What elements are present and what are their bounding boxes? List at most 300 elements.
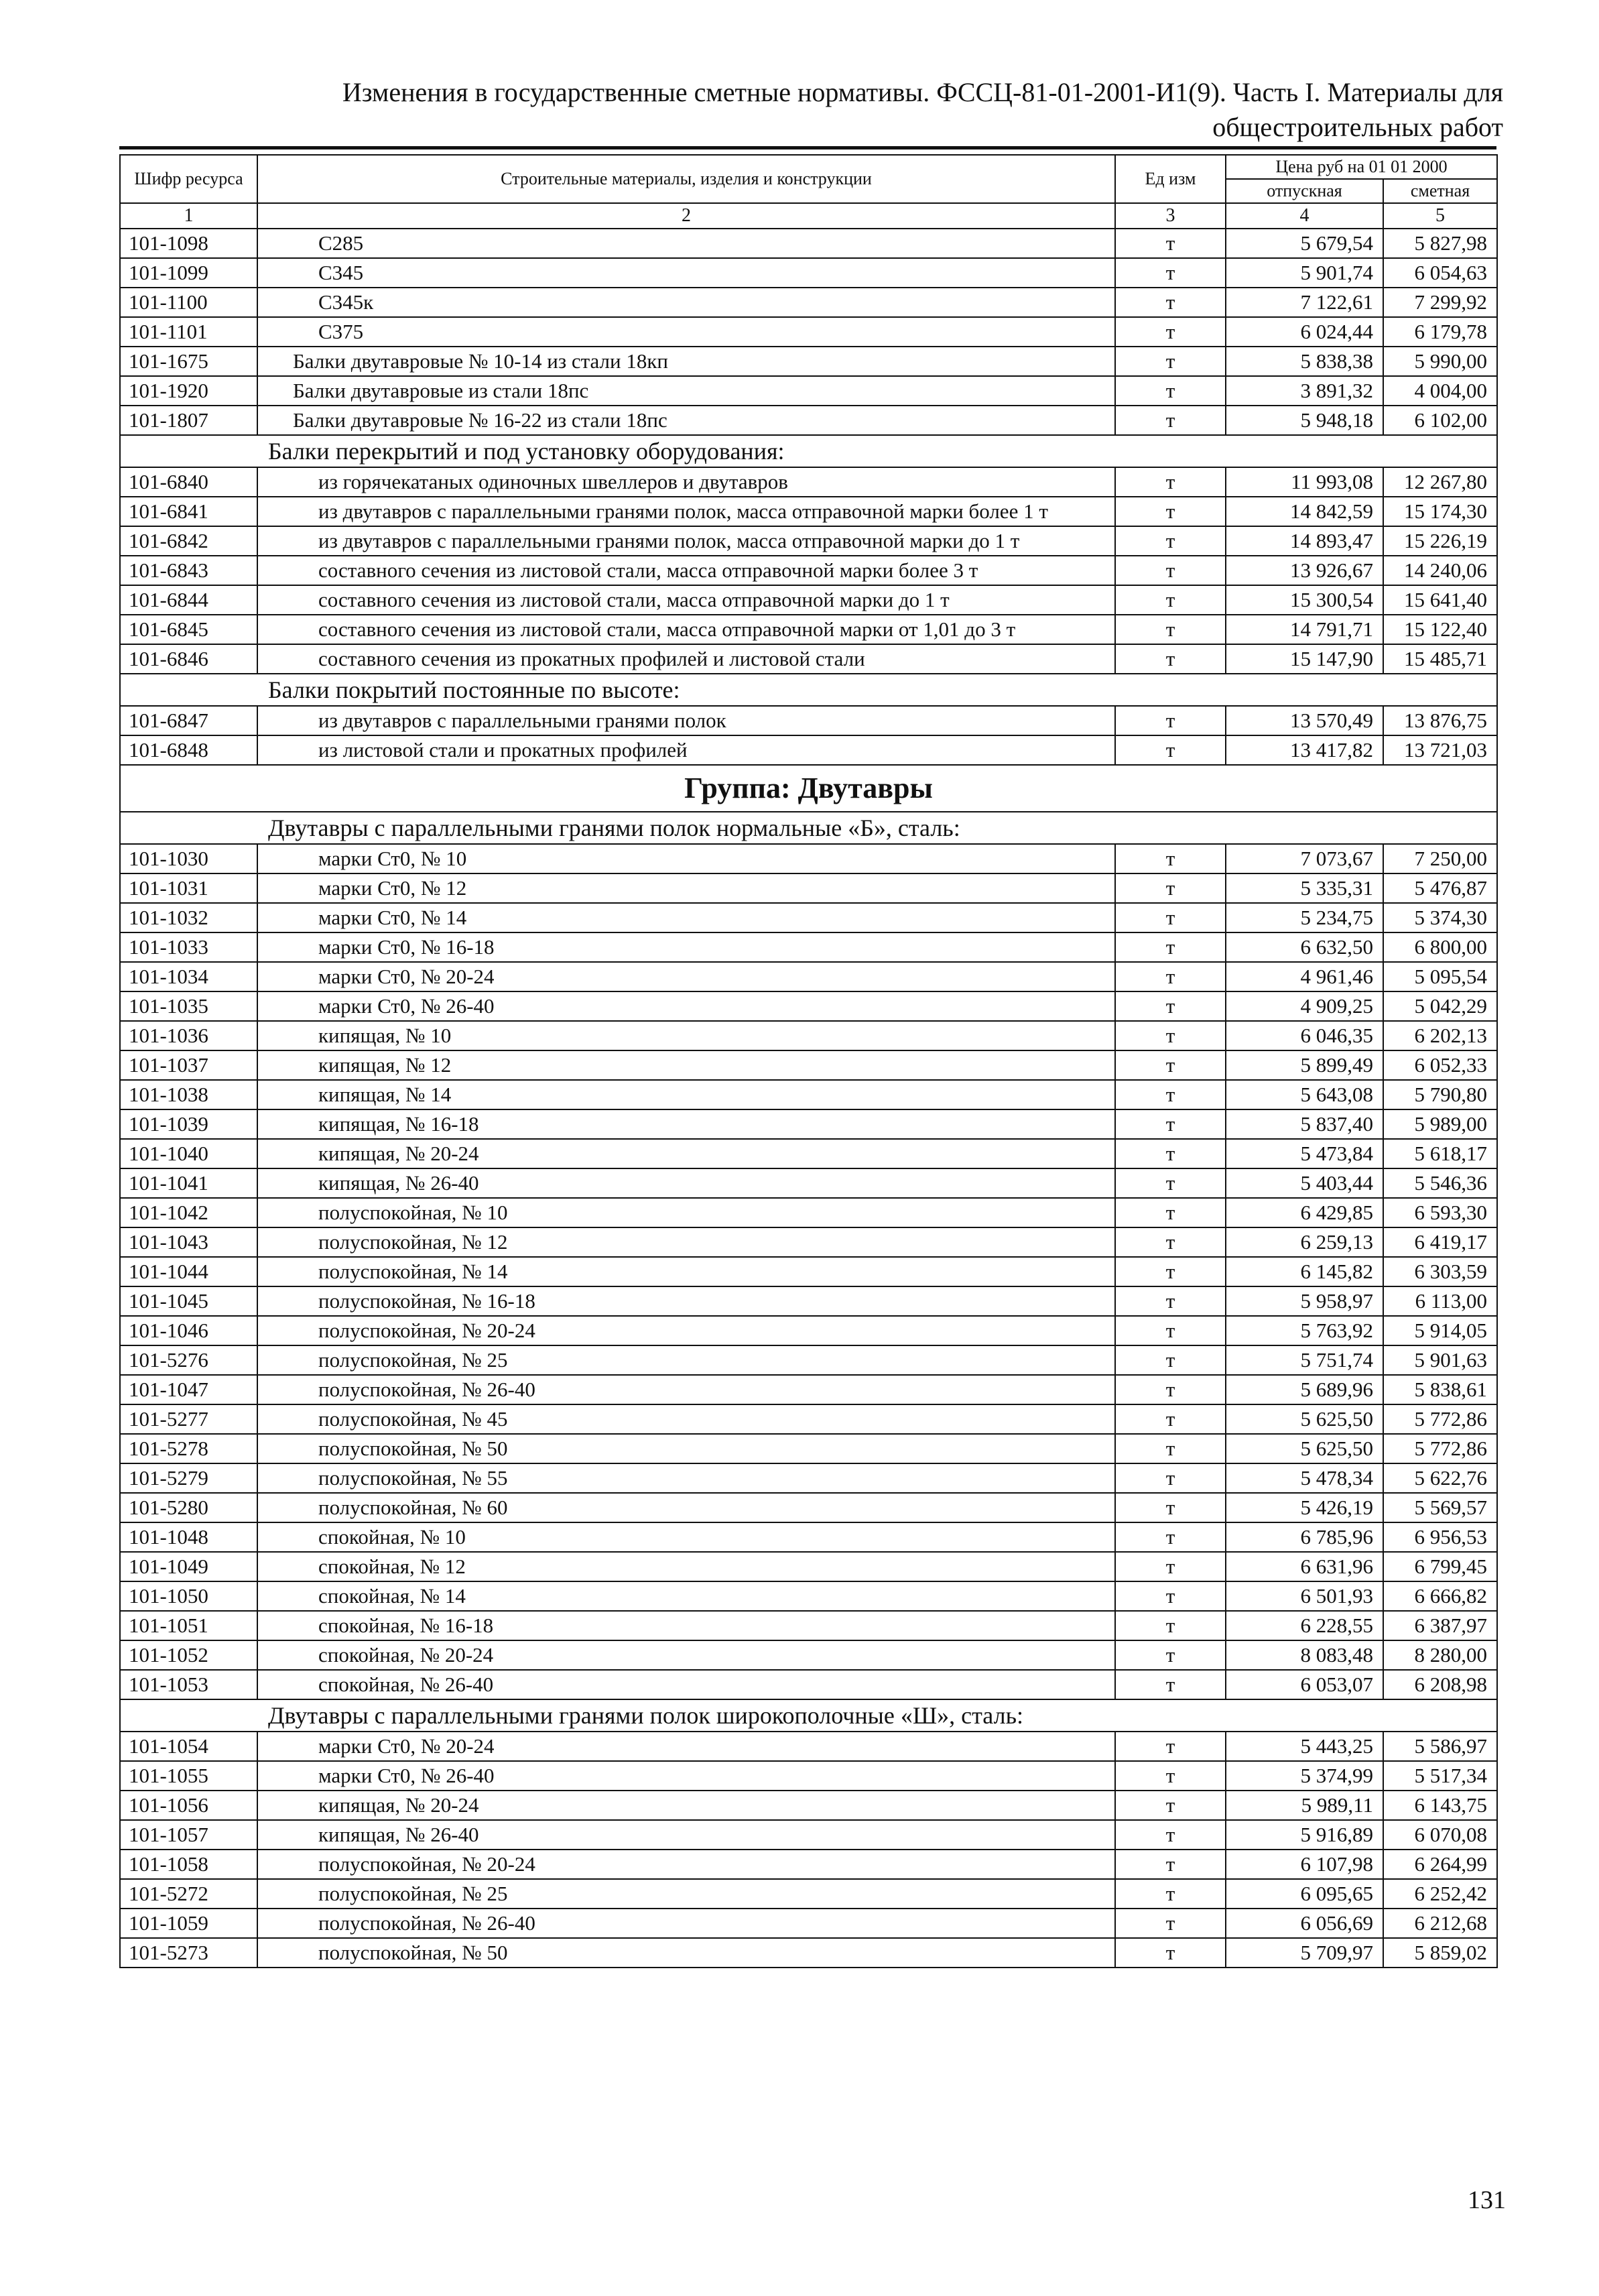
header-estimate: сметная xyxy=(1383,179,1497,203)
material-name-text: кипящая, № 14 xyxy=(318,1083,452,1106)
material-name-text: из листовой стали и прокатных профилей xyxy=(318,738,688,762)
table-row xyxy=(120,644,1497,674)
material-name xyxy=(257,1611,1115,1640)
resource-code: 101-1059 xyxy=(120,1909,257,1938)
material-name-text: кипящая, № 26-40 xyxy=(318,1823,479,1846)
table-row xyxy=(120,1909,1497,1938)
estimate-price: 15 226,19 xyxy=(1383,526,1497,556)
resource-code: 101-1099 xyxy=(120,258,257,288)
estimate-price: 5 859,02 xyxy=(1383,1938,1497,1968)
resource-code: 101-1049 xyxy=(120,1552,257,1581)
release-price: 5 625,50 xyxy=(1226,1404,1383,1434)
material-name xyxy=(257,347,1115,376)
unit-cell: т xyxy=(1115,1050,1226,1080)
material-name xyxy=(257,1404,1115,1434)
table-row xyxy=(120,1404,1497,1434)
material-name xyxy=(257,229,1115,258)
material-name-text: составного сечения из листовой стали, масса отправочной марки более 3 т xyxy=(318,558,978,582)
unit-cell: т xyxy=(1115,932,1226,962)
header-title: Изменения в государственные сметные нормативы. ФССЦ-81-01-2001-И1(9). Часть I. Материалы для xyxy=(342,77,1503,107)
resource-code: 101-1048 xyxy=(120,1522,257,1552)
page-header xyxy=(119,75,1503,145)
estimate-price: 6 264,99 xyxy=(1383,1850,1497,1879)
resource-code: 101-6840 xyxy=(120,467,257,497)
material-name-text: полуспокойная, № 60 xyxy=(318,1496,508,1519)
section-heading: Двутавры с параллельными гранями полок широкополочные «Ш», сталь: xyxy=(120,1699,1497,1732)
material-name xyxy=(257,962,1115,991)
estimate-price: 6 212,68 xyxy=(1383,1909,1497,1938)
table-row xyxy=(120,1581,1497,1611)
resource-code: 101-6845 xyxy=(120,615,257,644)
material-name xyxy=(257,1463,1115,1493)
material-name xyxy=(257,1938,1115,1968)
estimate-price: 6 179,78 xyxy=(1383,317,1497,347)
group-heading: Группа: Двутавры xyxy=(120,765,1497,812)
estimate-price: 6 303,59 xyxy=(1383,1257,1497,1286)
material-name-text: полуспокойная, № 50 xyxy=(318,1941,508,1964)
table-row xyxy=(120,1168,1497,1198)
unit-cell: т xyxy=(1115,467,1226,497)
material-name-text: марки Ст0, № 16-18 xyxy=(318,935,495,959)
table-row xyxy=(120,526,1497,556)
estimate-price: 5 989,00 xyxy=(1383,1109,1497,1139)
material-name xyxy=(257,1257,1115,1286)
release-price: 14 893,47 xyxy=(1226,526,1383,556)
unit-cell: т xyxy=(1115,1493,1226,1522)
release-price: 7 122,61 xyxy=(1226,288,1383,317)
estimate-price: 13 876,75 xyxy=(1383,706,1497,735)
release-price: 3 891,32 xyxy=(1226,376,1383,406)
material-name xyxy=(257,526,1115,556)
table-body xyxy=(120,229,1497,1968)
table-row xyxy=(120,406,1497,435)
release-price: 6 024,44 xyxy=(1226,317,1383,347)
header-name: Строительные материалы, изделия и конструкции xyxy=(257,155,1115,203)
table-row xyxy=(120,735,1497,765)
table-row xyxy=(120,1522,1497,1552)
material-name xyxy=(257,288,1115,317)
estimate-price: 7 250,00 xyxy=(1383,844,1497,873)
release-price: 8 083,48 xyxy=(1226,1640,1383,1670)
material-name xyxy=(257,903,1115,932)
release-price: 5 958,97 xyxy=(1226,1286,1383,1316)
material-name-text: марки Ст0, № 14 xyxy=(318,906,467,929)
material-name-text: полуспокойная, № 16-18 xyxy=(318,1289,535,1313)
material-name xyxy=(257,1879,1115,1909)
table-row xyxy=(120,1345,1497,1375)
release-price: 5 837,40 xyxy=(1226,1109,1383,1139)
estimate-price: 6 387,97 xyxy=(1383,1611,1497,1640)
release-price: 7 073,67 xyxy=(1226,844,1383,873)
estimate-price: 5 990,00 xyxy=(1383,347,1497,376)
release-price: 13 417,82 xyxy=(1226,735,1383,765)
release-price: 5 478,34 xyxy=(1226,1463,1383,1493)
unit-cell: т xyxy=(1115,615,1226,644)
material-name-text: спокойная, № 20-24 xyxy=(318,1643,494,1667)
header-divider xyxy=(119,146,1496,149)
material-name xyxy=(257,1581,1115,1611)
material-name xyxy=(257,1050,1115,1080)
table-row xyxy=(120,1434,1497,1463)
resource-code: 101-1051 xyxy=(120,1611,257,1640)
material-name-text: марки Ст0, № 20-24 xyxy=(318,1734,495,1758)
table-row xyxy=(120,1286,1497,1316)
estimate-price: 6 956,53 xyxy=(1383,1522,1497,1552)
material-name-text: спокойная, № 16-18 xyxy=(318,1614,494,1637)
unit-cell: т xyxy=(1115,1552,1226,1581)
material-name-text: полуспокойная, № 25 xyxy=(318,1882,508,1905)
resource-code: 101-1920 xyxy=(120,376,257,406)
material-name-text: кипящая, № 20-24 xyxy=(318,1793,479,1817)
release-price: 5 335,31 xyxy=(1226,873,1383,903)
resource-code: 101-1030 xyxy=(120,844,257,873)
resource-code: 101-1675 xyxy=(120,347,257,376)
estimate-price: 5 095,54 xyxy=(1383,962,1497,991)
material-name xyxy=(257,1109,1115,1139)
unit-cell: т xyxy=(1115,1139,1226,1168)
table-row xyxy=(120,615,1497,644)
material-name xyxy=(257,1227,1115,1257)
release-price: 6 501,93 xyxy=(1226,1581,1383,1611)
estimate-price: 6 054,63 xyxy=(1383,258,1497,288)
unit-cell: т xyxy=(1115,317,1226,347)
material-name-text: составного сечения из листовой стали, масса отправочной марки от 1,01 до 3 т xyxy=(318,617,1016,641)
material-name-text: полуспокойная, № 20-24 xyxy=(318,1319,535,1342)
material-name xyxy=(257,1850,1115,1879)
material-name xyxy=(257,1670,1115,1699)
resource-code: 101-1056 xyxy=(120,1791,257,1820)
unit-cell: т xyxy=(1115,1109,1226,1139)
unit-cell: т xyxy=(1115,288,1226,317)
estimate-price: 6 052,33 xyxy=(1383,1050,1497,1080)
release-price: 6 095,65 xyxy=(1226,1879,1383,1909)
material-name-text: полуспокойная, № 26-40 xyxy=(318,1378,535,1401)
material-name-text: составного сечения из прокатных профилей и листовой стали xyxy=(318,647,865,670)
table-row xyxy=(120,288,1497,317)
page-number: 131 xyxy=(1468,2186,1506,2214)
resource-code: 101-1047 xyxy=(120,1375,257,1404)
material-name-text: С345к xyxy=(318,290,374,314)
resource-code: 101-1098 xyxy=(120,229,257,258)
estimate-price: 15 174,30 xyxy=(1383,497,1497,526)
material-name-text: С345 xyxy=(318,261,364,284)
material-name xyxy=(257,467,1115,497)
release-price: 4 909,25 xyxy=(1226,991,1383,1021)
material-name xyxy=(257,1732,1115,1761)
table-row xyxy=(120,1879,1497,1909)
table-row xyxy=(120,706,1497,735)
unit-cell: т xyxy=(1115,1316,1226,1345)
estimate-price: 12 267,80 xyxy=(1383,467,1497,497)
material-name xyxy=(257,1552,1115,1581)
material-name xyxy=(257,376,1115,406)
estimate-price: 5 827,98 xyxy=(1383,229,1497,258)
unit-cell: т xyxy=(1115,706,1226,735)
unit-cell: т xyxy=(1115,406,1226,435)
unit-cell: т xyxy=(1115,1257,1226,1286)
estimate-price: 6 799,45 xyxy=(1383,1552,1497,1581)
material-name xyxy=(257,1021,1115,1050)
resource-code: 101-6848 xyxy=(120,735,257,765)
material-name xyxy=(257,1345,1115,1375)
material-name xyxy=(257,1909,1115,1938)
material-name xyxy=(257,844,1115,873)
unit-cell: т xyxy=(1115,1791,1226,1820)
unit-cell: т xyxy=(1115,644,1226,674)
release-price: 5 234,75 xyxy=(1226,903,1383,932)
estimate-price: 5 042,29 xyxy=(1383,991,1497,1021)
unit-cell: т xyxy=(1115,497,1226,526)
release-price: 6 632,50 xyxy=(1226,932,1383,962)
header-code: Шифр ресурса xyxy=(120,155,257,203)
header-subtitle: общестроительных работ xyxy=(1212,112,1503,142)
table-row xyxy=(120,1463,1497,1493)
resource-code: 101-1041 xyxy=(120,1168,257,1198)
resource-code: 101-1034 xyxy=(120,962,257,991)
column-number: 1 xyxy=(120,203,257,229)
material-name-text: полуспокойная, № 45 xyxy=(318,1407,508,1431)
estimate-price: 6 419,17 xyxy=(1383,1227,1497,1257)
resource-code: 101-1058 xyxy=(120,1850,257,1879)
unit-cell: т xyxy=(1115,1820,1226,1850)
material-name-text: кипящая, № 10 xyxy=(318,1024,452,1047)
release-price: 5 679,54 xyxy=(1226,229,1383,258)
table-row xyxy=(120,991,1497,1021)
material-name-text: полуспокойная, № 55 xyxy=(318,1466,508,1490)
table-row xyxy=(120,844,1497,873)
material-name-text: марки Ст0, № 26-40 xyxy=(318,1764,495,1787)
estimate-price: 5 618,17 xyxy=(1383,1139,1497,1168)
resource-code: 101-6844 xyxy=(120,585,257,615)
material-name-text: кипящая, № 12 xyxy=(318,1053,452,1077)
material-name xyxy=(257,1198,1115,1227)
resource-code: 101-1050 xyxy=(120,1581,257,1611)
material-name xyxy=(257,991,1115,1021)
column-number: 4 xyxy=(1226,203,1383,229)
material-name-text: С375 xyxy=(318,320,364,343)
estimate-price: 5 622,76 xyxy=(1383,1463,1497,1493)
unit-cell: т xyxy=(1115,844,1226,873)
price-table xyxy=(119,154,1498,1968)
section-heading-row xyxy=(120,812,1497,844)
header-release: отпускная xyxy=(1226,179,1383,203)
table-row xyxy=(120,556,1497,585)
material-name-text: составного сечения из листовой стали, масса отправочной марки до 1 т xyxy=(318,588,950,611)
estimate-price: 5 517,34 xyxy=(1383,1761,1497,1791)
material-name xyxy=(257,1139,1115,1168)
table-row xyxy=(120,1791,1497,1820)
table-header xyxy=(120,155,1497,229)
unit-cell: т xyxy=(1115,735,1226,765)
release-price: 14 842,59 xyxy=(1226,497,1383,526)
table-row xyxy=(120,585,1497,615)
resource-code: 101-6841 xyxy=(120,497,257,526)
material-name-text: марки Ст0, № 10 xyxy=(318,847,467,870)
table-row xyxy=(120,1732,1497,1761)
material-name-text: кипящая, № 20-24 xyxy=(318,1142,479,1165)
release-price: 6 046,35 xyxy=(1226,1021,1383,1050)
material-name-text: из горячекатаных одиночных швеллеров и двутавров xyxy=(318,470,788,493)
release-price: 6 259,13 xyxy=(1226,1227,1383,1257)
section-heading: Балки перекрытий и под установку оборудования: xyxy=(120,435,1497,467)
release-price: 6 429,85 xyxy=(1226,1198,1383,1227)
resource-code: 101-5279 xyxy=(120,1463,257,1493)
unit-cell: т xyxy=(1115,873,1226,903)
material-name-text: спокойная, № 14 xyxy=(318,1584,466,1608)
table-row xyxy=(120,1552,1497,1581)
resource-code: 101-5277 xyxy=(120,1404,257,1434)
table-row xyxy=(120,347,1497,376)
release-price: 5 625,50 xyxy=(1226,1434,1383,1463)
table-row xyxy=(120,1611,1497,1640)
unit-cell: т xyxy=(1115,229,1226,258)
resource-code: 101-5272 xyxy=(120,1879,257,1909)
table-row xyxy=(120,317,1497,347)
unit-cell: т xyxy=(1115,1375,1226,1404)
resource-code: 101-1101 xyxy=(120,317,257,347)
material-name xyxy=(257,1316,1115,1345)
resource-code: 101-1040 xyxy=(120,1139,257,1168)
unit-cell: т xyxy=(1115,962,1226,991)
column-number: 5 xyxy=(1383,203,1497,229)
estimate-price: 4 004,00 xyxy=(1383,376,1497,406)
table-row xyxy=(120,1227,1497,1257)
material-name-text: С285 xyxy=(318,231,364,255)
table-row xyxy=(120,467,1497,497)
estimate-price: 8 280,00 xyxy=(1383,1640,1497,1670)
unit-cell: т xyxy=(1115,903,1226,932)
resource-code: 101-5280 xyxy=(120,1493,257,1522)
table-row xyxy=(120,1050,1497,1080)
group-heading-row xyxy=(120,765,1497,812)
release-price: 5 426,19 xyxy=(1226,1493,1383,1522)
material-name-text: Балки двутавровые № 10-14 из стали 18кп xyxy=(293,349,669,373)
release-price: 13 926,67 xyxy=(1226,556,1383,585)
estimate-price: 6 800,00 xyxy=(1383,932,1497,962)
table-row xyxy=(120,1761,1497,1791)
unit-cell: т xyxy=(1115,1522,1226,1552)
release-price: 6 631,96 xyxy=(1226,1552,1383,1581)
release-price: 5 443,25 xyxy=(1226,1732,1383,1761)
estimate-price: 5 586,97 xyxy=(1383,1732,1497,1761)
material-name-text: из двутавров с параллельными гранями полок, масса отправочной марки более 1 т xyxy=(318,499,1048,523)
material-name-text: спокойная, № 10 xyxy=(318,1525,466,1549)
unit-cell: т xyxy=(1115,991,1226,1021)
unit-cell: т xyxy=(1115,1611,1226,1640)
material-name-text: Балки двутавровые из стали 18пс xyxy=(293,379,589,402)
material-name-text: из двутавров с параллельными гранями полок xyxy=(318,709,726,732)
header-unit: Ед изм xyxy=(1115,155,1226,203)
column-number-row xyxy=(120,203,1497,229)
table-row xyxy=(120,1139,1497,1168)
resource-code: 101-1031 xyxy=(120,873,257,903)
estimate-price: 5 546,36 xyxy=(1383,1168,1497,1198)
table-row xyxy=(120,1670,1497,1699)
material-name xyxy=(257,1791,1115,1820)
unit-cell: т xyxy=(1115,1080,1226,1109)
unit-cell: т xyxy=(1115,526,1226,556)
release-price: 5 751,74 xyxy=(1226,1345,1383,1375)
material-name-text: кипящая, № 26-40 xyxy=(318,1171,479,1195)
resource-code: 101-1037 xyxy=(120,1050,257,1080)
release-price: 5 916,89 xyxy=(1226,1820,1383,1850)
material-name xyxy=(257,873,1115,903)
estimate-price: 15 485,71 xyxy=(1383,644,1497,674)
resource-code: 101-6846 xyxy=(120,644,257,674)
material-name-text: из двутавров с параллельными гранями полок, масса отправочной марки до 1 т xyxy=(318,529,1020,552)
estimate-price: 6 666,82 xyxy=(1383,1581,1497,1611)
material-name xyxy=(257,1286,1115,1316)
unit-cell: т xyxy=(1115,585,1226,615)
material-name-text: полуспокойная, № 14 xyxy=(318,1260,508,1283)
table-row xyxy=(120,229,1497,258)
unit-cell: т xyxy=(1115,258,1226,288)
table-row xyxy=(120,903,1497,932)
unit-cell: т xyxy=(1115,1938,1226,1968)
estimate-price: 15 122,40 xyxy=(1383,615,1497,644)
unit-cell: т xyxy=(1115,1198,1226,1227)
material-name-text: спокойная, № 12 xyxy=(318,1555,466,1578)
material-name xyxy=(257,1522,1115,1552)
resource-code: 101-6847 xyxy=(120,706,257,735)
release-price: 11 993,08 xyxy=(1226,467,1383,497)
resource-code: 101-1039 xyxy=(120,1109,257,1139)
unit-cell: т xyxy=(1115,1640,1226,1670)
unit-cell: т xyxy=(1115,347,1226,376)
material-name-text: спокойная, № 26-40 xyxy=(318,1673,494,1696)
release-price: 5 709,97 xyxy=(1226,1938,1383,1968)
table-row xyxy=(120,1021,1497,1050)
material-name xyxy=(257,615,1115,644)
release-price: 5 901,74 xyxy=(1226,258,1383,288)
material-name-text: марки Ст0, № 20-24 xyxy=(318,965,495,988)
resource-code: 101-6843 xyxy=(120,556,257,585)
release-price: 6 145,82 xyxy=(1226,1257,1383,1286)
material-name-text: марки Ст0, № 26-40 xyxy=(318,994,495,1018)
release-price: 5 948,18 xyxy=(1226,406,1383,435)
resource-code: 101-5273 xyxy=(120,1938,257,1968)
estimate-price: 6 252,42 xyxy=(1383,1879,1497,1909)
material-name xyxy=(257,556,1115,585)
release-price: 5 989,11 xyxy=(1226,1791,1383,1820)
table-row xyxy=(120,932,1497,962)
material-name xyxy=(257,735,1115,765)
material-name-text: марки Ст0, № 12 xyxy=(318,876,467,900)
table-row xyxy=(120,962,1497,991)
table-row xyxy=(120,1257,1497,1286)
estimate-price: 6 202,13 xyxy=(1383,1021,1497,1050)
resource-code: 101-1057 xyxy=(120,1820,257,1850)
resource-code: 101-1036 xyxy=(120,1021,257,1050)
unit-cell: т xyxy=(1115,1345,1226,1375)
material-name xyxy=(257,317,1115,347)
table-row xyxy=(120,1938,1497,1968)
resource-code: 101-1052 xyxy=(120,1640,257,1670)
resource-code: 101-5276 xyxy=(120,1345,257,1375)
release-price: 5 473,84 xyxy=(1226,1139,1383,1168)
resource-code: 101-1044 xyxy=(120,1257,257,1286)
unit-cell: т xyxy=(1115,556,1226,585)
resource-code: 101-5278 xyxy=(120,1434,257,1463)
unit-cell: т xyxy=(1115,376,1226,406)
unit-cell: т xyxy=(1115,1850,1226,1879)
estimate-price: 6 208,98 xyxy=(1383,1670,1497,1699)
release-price: 6 056,69 xyxy=(1226,1909,1383,1938)
unit-cell: т xyxy=(1115,1879,1226,1909)
estimate-price: 6 070,08 xyxy=(1383,1820,1497,1850)
unit-cell: т xyxy=(1115,1732,1226,1761)
table-row xyxy=(120,1820,1497,1850)
